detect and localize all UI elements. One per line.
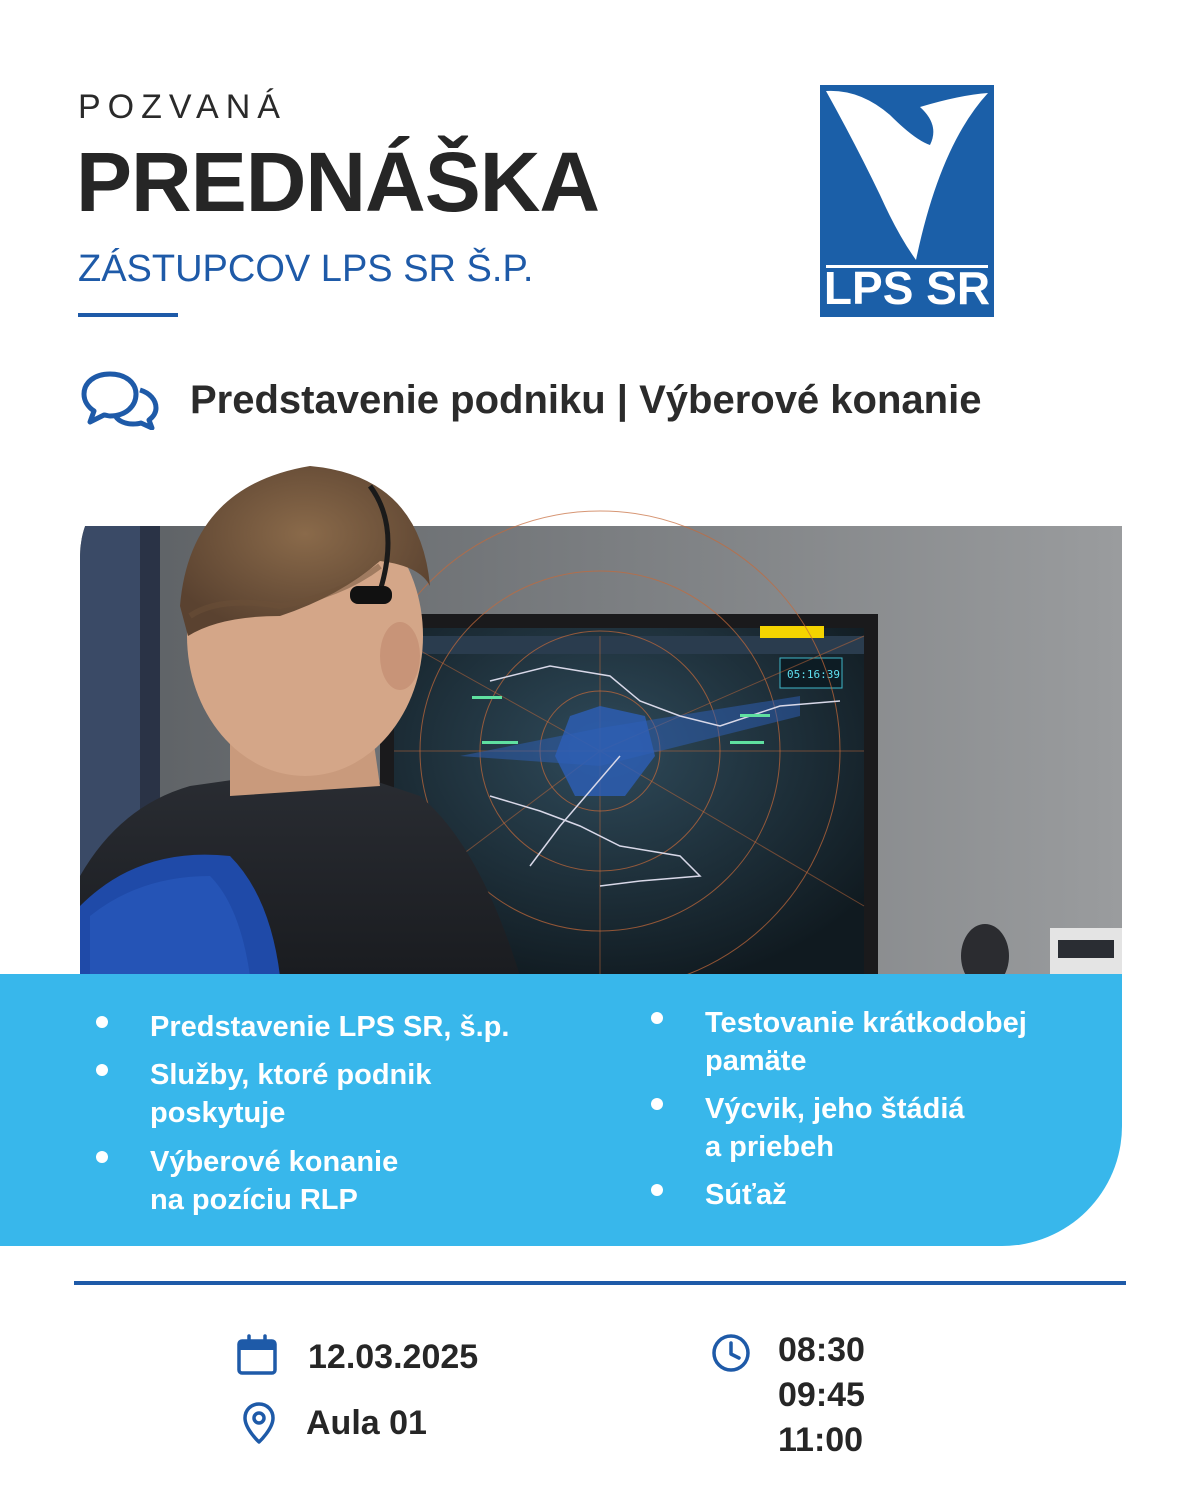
- list-item: [651, 1004, 1027, 1080]
- logo-text: LPS SR: [823, 262, 991, 314]
- list-item: [651, 1090, 965, 1166]
- event-location: Aula 01: [306, 1404, 427, 1442]
- time-slot: 08:30: [778, 1331, 865, 1369]
- page-subtitle: ZÁSTUPCOV LPS SR Š.P.: [78, 248, 534, 290]
- time-slot: 09:45: [778, 1376, 865, 1414]
- kicker-text: POZVANÁ: [78, 88, 287, 126]
- calendar-icon: [236, 1334, 278, 1376]
- title-underline: [78, 313, 178, 317]
- event-times: [778, 1328, 865, 1463]
- time-slot: 11:00: [778, 1421, 864, 1459]
- list-item-label: Testovanie krátkodobej pamäte: [705, 1007, 1027, 1077]
- chat-bubbles-icon: [80, 368, 160, 430]
- bullet-dot-icon: [651, 1012, 663, 1024]
- clock-icon: [710, 1332, 752, 1374]
- list-item-label: Súťaž: [705, 1179, 787, 1211]
- bullet-dot-icon: [651, 1184, 663, 1196]
- list-item-label: Výberové konanie na pozíciu RLP: [150, 1146, 399, 1216]
- screen-clock: 05:16:39: [787, 668, 840, 681]
- lps-logo: [820, 85, 994, 317]
- location-pin-icon: [242, 1401, 276, 1445]
- list-item: [96, 1056, 431, 1132]
- bullet-dot-icon: [96, 1016, 108, 1028]
- bullet-dot-icon: [96, 1151, 108, 1163]
- list-item: [651, 1176, 787, 1214]
- controller-photo: [80, 466, 1122, 976]
- list-item: [96, 1008, 509, 1046]
- event-date: 12.03.2025: [308, 1338, 479, 1376]
- list-item-label: Predstavenie LPS SR, š.p.: [150, 1011, 510, 1043]
- list-item-label: Výcvik, jeho štádiá a priebeh: [705, 1093, 965, 1163]
- page-title: PREDNÁŠKA: [76, 135, 600, 229]
- topic-text: Predstavenie podniku | Výberové konanie: [190, 378, 982, 422]
- list-item-label: Služby, ktoré podnik poskytuje: [150, 1059, 432, 1129]
- list-item: [96, 1143, 398, 1219]
- bullet-dot-icon: [96, 1064, 108, 1076]
- footer-divider: [74, 1281, 1126, 1285]
- bullet-dot-icon: [651, 1098, 663, 1110]
